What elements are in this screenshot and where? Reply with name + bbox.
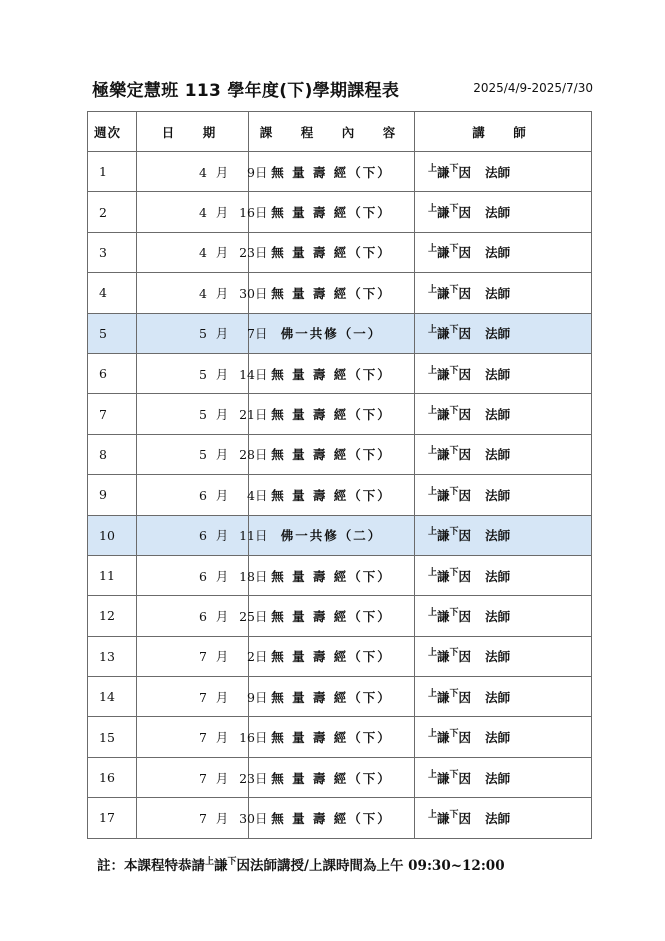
date-day-char: 日: [255, 245, 268, 261]
table-row: [88, 515, 592, 555]
date-month: 4: [199, 164, 207, 180]
teacher-sup-2: 下: [449, 325, 459, 336]
teacher-cell: [415, 798, 592, 838]
course-cell: 無 量 壽 經（下）: [249, 394, 415, 434]
teacher-sup-2: 下: [449, 648, 459, 659]
date-day-char: 日: [255, 810, 268, 826]
teacher-name-1: 謙: [437, 366, 450, 382]
teacher-sup-1: 上: [428, 648, 438, 659]
date-day-char: 日: [255, 285, 268, 301]
week-cell: 8: [88, 434, 137, 474]
teacher-cell: [415, 434, 592, 474]
table-row: [88, 475, 592, 515]
teacher-title: 法師: [485, 810, 511, 826]
date-day: 18: [239, 568, 255, 584]
date-cell: [137, 717, 268, 757]
date-cell: [137, 273, 268, 313]
teacher-cell: [415, 515, 592, 555]
date-month-char: 月: [215, 366, 229, 382]
date-cell: [137, 232, 268, 272]
date-day: 9: [247, 164, 255, 180]
teacher-name-2: 因: [458, 689, 472, 705]
date-month-char: 月: [215, 608, 229, 624]
teacher-sup-2: 下: [449, 204, 459, 215]
teacher-sup-2: 下: [449, 769, 459, 780]
date-month-char: 月: [215, 326, 229, 342]
date-day-char: 日: [255, 164, 268, 180]
date-month: 7: [199, 649, 207, 665]
date-day: 25: [239, 608, 255, 624]
teacher-sup-2: 下: [449, 244, 459, 255]
teacher-title: 法師: [485, 366, 511, 382]
teacher-cell: [415, 757, 592, 797]
table-row: [88, 798, 592, 838]
teacher-sup-1: 上: [428, 163, 438, 174]
teacher-cell: [415, 555, 592, 595]
date-month: 5: [199, 447, 207, 463]
teacher-sup-2: 下: [449, 527, 459, 538]
course-cell: 無 量 壽 經（下）: [249, 677, 415, 717]
teacher-sup-1: 上: [428, 486, 438, 497]
teacher-cell: [415, 152, 592, 192]
date-cell: [137, 757, 268, 797]
teacher-title: 法師: [485, 689, 511, 705]
teacher-name-1: 謙: [437, 407, 450, 423]
date-day: 21: [239, 407, 255, 423]
teacher-name-1: 謙: [437, 810, 450, 826]
teacher-name-1: 謙: [437, 487, 450, 503]
date-month: 5: [199, 326, 207, 342]
table-row: [88, 434, 592, 474]
date-month-char: 月: [215, 730, 229, 746]
course-cell: 無 量 壽 經（下）: [249, 232, 415, 272]
teacher-name-1: 謙: [437, 447, 450, 463]
date-day-char: 日: [255, 366, 268, 382]
date-month: 7: [199, 810, 207, 826]
week-cell: 11: [88, 555, 137, 595]
teacher-title: 法師: [485, 164, 511, 180]
date-cell: [137, 555, 268, 595]
date-day: 9: [247, 689, 255, 705]
date-month-char: 月: [215, 568, 229, 584]
teacher-sup-2: 下: [449, 809, 459, 820]
date-month: 6: [199, 608, 207, 624]
table-row: [88, 394, 592, 434]
date-day: 30: [239, 810, 255, 826]
teacher-sup-2: 下: [449, 284, 459, 295]
week-cell: 4: [88, 273, 137, 313]
table-row: [88, 757, 592, 797]
date-day-char: 日: [255, 407, 268, 423]
page-title: 極樂定慧班 113 學年度(下)學期課程表: [92, 81, 400, 101]
date-day: 11: [239, 528, 255, 544]
teacher-name-2: 因: [458, 487, 472, 503]
teacher-sup-2: 下: [449, 365, 459, 376]
date-month: 6: [199, 568, 207, 584]
date-day-char: 日: [255, 326, 268, 342]
teacher-sup-1: 上: [428, 769, 438, 780]
date-cell: [137, 636, 268, 676]
course-cell: 無 量 壽 經（下）: [249, 555, 415, 595]
teacher-name-2: 因: [458, 366, 472, 382]
date-month: 5: [199, 366, 207, 382]
date-month: 7: [199, 730, 207, 746]
schedule-table: [87, 111, 592, 839]
date-month-char: 月: [215, 689, 229, 705]
teacher-name-2: 因: [458, 568, 472, 584]
date-day-char: 日: [255, 689, 268, 705]
date-day: 16: [239, 730, 255, 746]
course-cell: 無 量 壽 經（下）: [249, 717, 415, 757]
teacher-name-2: 因: [458, 810, 472, 826]
teacher-cell: [415, 353, 592, 393]
teacher-cell: [415, 273, 592, 313]
date-cell: [137, 515, 268, 555]
teacher-sup-2: 下: [449, 607, 459, 618]
teacher-name-2: 因: [458, 164, 472, 180]
date-cell: [137, 475, 268, 515]
date-month-char: 月: [215, 649, 229, 665]
title-row: [92, 76, 597, 102]
teacher-cell: [415, 394, 592, 434]
teacher-name-2: 因: [458, 649, 472, 665]
note-prefix: 註：本課程特恭請: [97, 858, 205, 874]
date-cell: [137, 192, 268, 232]
teacher-name-2: 因: [458, 770, 472, 786]
date-month: 6: [199, 487, 207, 503]
date-cell: [137, 434, 268, 474]
date-cell: [137, 152, 268, 192]
date-day: 4: [247, 487, 255, 503]
teacher-sup-1: 上: [428, 809, 438, 820]
week-cell: 17: [88, 798, 137, 838]
table-row: [88, 313, 592, 353]
teacher-sup-1: 上: [428, 204, 438, 215]
course-cell: 佛一共修（一）: [249, 313, 415, 353]
course-cell: 無 量 壽 經（下）: [249, 636, 415, 676]
date-day: 23: [239, 245, 255, 261]
week-cell: 5: [88, 313, 137, 353]
header-date: 日 期: [137, 112, 249, 152]
week-cell: 14: [88, 677, 137, 717]
teacher-name-2: 因: [458, 245, 472, 261]
date-month: 4: [199, 285, 207, 301]
teacher-sup-2: 下: [449, 163, 459, 174]
course-cell: 無 量 壽 經（下）: [249, 152, 415, 192]
course-cell: 無 量 壽 經（下）: [249, 273, 415, 313]
teacher-cell: [415, 232, 592, 272]
course-cell: 無 量 壽 經（下）: [249, 192, 415, 232]
course-cell: 無 量 壽 經（下）: [249, 434, 415, 474]
date-day: 28: [239, 447, 255, 463]
date-month: 7: [199, 770, 207, 786]
table-row: [88, 636, 592, 676]
note-suffix: 因法師講授/上課時間為上午 09:30~12:00: [236, 858, 505, 874]
date-cell: [137, 394, 268, 434]
table-row: [88, 596, 592, 636]
teacher-name-1: 謙: [437, 649, 450, 665]
date-day-char: 日: [255, 568, 268, 584]
date-day-char: 日: [255, 205, 268, 221]
teacher-sup-1: 上: [428, 527, 438, 538]
table-row: [88, 717, 592, 757]
date-cell: [137, 677, 268, 717]
table-row: [88, 273, 592, 313]
teacher-name-1: 謙: [437, 285, 450, 301]
teacher-sup-1: 上: [428, 567, 438, 578]
teacher-name-2: 因: [458, 730, 472, 746]
date-cell: [137, 313, 268, 353]
date-day: 14: [239, 366, 255, 382]
date-day-char: 日: [255, 447, 268, 463]
teacher-sup-2: 下: [449, 446, 459, 457]
course-cell: 無 量 壽 經（下）: [249, 798, 415, 838]
date-cell: [137, 596, 268, 636]
date-day: 16: [239, 205, 255, 221]
teacher-name-1: 謙: [437, 568, 450, 584]
teacher-cell: [415, 677, 592, 717]
teacher-title: 法師: [485, 528, 511, 544]
teacher-cell: [415, 313, 592, 353]
teacher-title: 法師: [485, 205, 511, 221]
teacher-name-1: 謙: [437, 689, 450, 705]
teacher-title: 法師: [485, 285, 511, 301]
week-cell: 6: [88, 353, 137, 393]
course-cell: 無 量 壽 經（下）: [249, 475, 415, 515]
week-cell: 9: [88, 475, 137, 515]
teacher-cell: [415, 717, 592, 757]
header-teacher: 講 師: [415, 112, 592, 152]
teacher-name-1: 謙: [437, 608, 450, 624]
date-day-char: 日: [255, 608, 268, 624]
teacher-sup-2: 下: [449, 729, 459, 740]
teacher-title: 法師: [485, 770, 511, 786]
teacher-name-1: 謙: [437, 730, 450, 746]
teacher-sup-1: 上: [428, 446, 438, 457]
week-cell: 3: [88, 232, 137, 272]
teacher-sup-1: 上: [428, 688, 438, 699]
week-cell: 2: [88, 192, 137, 232]
note-sup-2: 下: [227, 857, 237, 867]
teacher-sup-2: 下: [449, 688, 459, 699]
table-row: [88, 353, 592, 393]
date-day-char: 日: [255, 487, 268, 503]
date-day: 23: [239, 770, 255, 786]
teacher-sup-2: 下: [449, 567, 459, 578]
teacher-name-1: 謙: [437, 245, 450, 261]
header-week: 週次: [88, 112, 137, 152]
teacher-title: 法師: [485, 245, 511, 261]
date-month-char: 月: [215, 487, 229, 503]
teacher-name-1: 謙: [437, 528, 450, 544]
course-cell: 無 量 壽 經（下）: [249, 757, 415, 797]
teacher-name-1: 謙: [437, 205, 450, 221]
week-cell: 13: [88, 636, 137, 676]
week-cell: 1: [88, 152, 137, 192]
date-month: 7: [199, 689, 207, 705]
date-month-char: 月: [215, 447, 229, 463]
date-cell: [137, 798, 268, 838]
teacher-name-2: 因: [458, 205, 472, 221]
date-month-char: 月: [215, 245, 229, 261]
course-cell: 無 量 壽 經（下）: [249, 596, 415, 636]
week-cell: 12: [88, 596, 137, 636]
week-cell: 16: [88, 757, 137, 797]
teacher-sup-2: 下: [449, 486, 459, 497]
teacher-sup-1: 上: [428, 406, 438, 417]
date-month-char: 月: [215, 770, 229, 786]
teacher-cell: [415, 636, 592, 676]
header-course: 課 程 內 容: [249, 112, 415, 152]
date-month-char: 月: [215, 205, 229, 221]
teacher-sup-1: 上: [428, 607, 438, 618]
teacher-name-2: 因: [458, 326, 472, 342]
table-header-row: [88, 112, 592, 152]
footer-note: [97, 854, 505, 874]
teacher-title: 法師: [485, 608, 511, 624]
teacher-sup-1: 上: [428, 325, 438, 336]
date-month-char: 月: [215, 164, 229, 180]
week-cell: 10: [88, 515, 137, 555]
teacher-cell: [415, 596, 592, 636]
date-cell: [137, 353, 268, 393]
teacher-name-2: 因: [458, 285, 472, 301]
course-cell: 佛一共修（二）: [249, 515, 415, 555]
date-day-char: 日: [255, 730, 268, 746]
date-day: 7: [247, 326, 255, 342]
course-cell: 無 量 壽 經（下）: [249, 353, 415, 393]
teacher-title: 法師: [485, 730, 511, 746]
teacher-name-2: 因: [458, 447, 472, 463]
teacher-name-1: 謙: [437, 326, 450, 342]
teacher-cell: [415, 475, 592, 515]
note-sup-1: 上: [205, 857, 215, 867]
teacher-name-1: 謙: [437, 770, 450, 786]
table-row: [88, 677, 592, 717]
date-range: 2025/4/9-2025/7/30: [473, 81, 593, 95]
teacher-title: 法師: [485, 407, 511, 423]
table-row: [88, 192, 592, 232]
date-month: 4: [199, 205, 207, 221]
table-row: [88, 555, 592, 595]
date-month-char: 月: [215, 407, 229, 423]
teacher-name-1: 謙: [437, 164, 450, 180]
date-month: 6: [199, 528, 207, 544]
date-month-char: 月: [215, 528, 229, 544]
teacher-cell: [415, 192, 592, 232]
week-cell: 7: [88, 394, 137, 434]
date-day: 30: [239, 285, 255, 301]
teacher-title: 法師: [485, 649, 511, 665]
teacher-sup-1: 上: [428, 244, 438, 255]
date-month: 4: [199, 245, 207, 261]
note-name-1: 謙: [214, 858, 228, 874]
teacher-name-2: 因: [458, 608, 472, 624]
date-month-char: 月: [215, 285, 229, 301]
week-cell: 15: [88, 717, 137, 757]
date-day-char: 日: [255, 649, 268, 665]
teacher-sup-2: 下: [449, 406, 459, 417]
schedule-body: [88, 152, 592, 839]
teacher-title: 法師: [485, 326, 511, 342]
date-day-char: 日: [255, 528, 268, 544]
date-month-char: 月: [215, 810, 229, 826]
teacher-name-2: 因: [458, 528, 472, 544]
date-day-char: 日: [255, 770, 268, 786]
teacher-sup-1: 上: [428, 365, 438, 376]
teacher-sup-1: 上: [428, 729, 438, 740]
teacher-name-2: 因: [458, 407, 472, 423]
date-day: 2: [247, 649, 255, 665]
teacher-title: 法師: [485, 568, 511, 584]
table-row: [88, 232, 592, 272]
teacher-title: 法師: [485, 447, 511, 463]
date-month: 5: [199, 407, 207, 423]
table-row: [88, 152, 592, 192]
teacher-sup-1: 上: [428, 284, 438, 295]
teacher-title: 法師: [485, 487, 511, 503]
